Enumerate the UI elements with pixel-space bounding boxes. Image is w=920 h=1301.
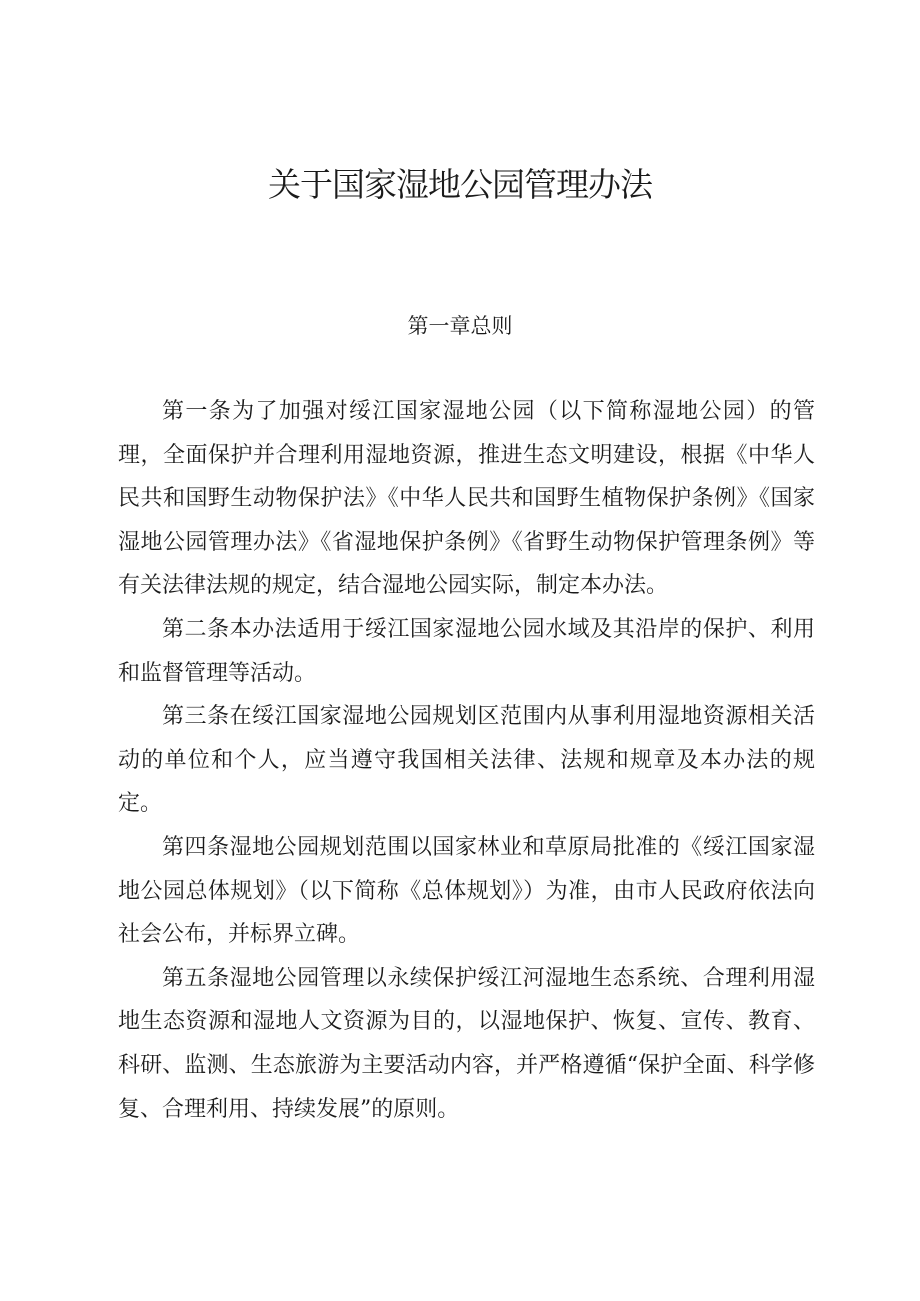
article-3: 第三条在绥江国家湿地公园规划区范围内从事利用湿地资源相关活动的单位和个人，应当遵守我国相关法律、法规和规章及本办法的规定。	[118, 704, 815, 817]
article-5: 第五条湿地公园管理以永续保护绥江河湿地生态系统、合理利用湿地生态资源和湿地人文资源为目的，以湿地保护、恢复、宣传、教育、科研、监测、生态旅游为主要活动内容，并严格遵循“保护全面、科学修复、合理利用、持续发展”的原则。	[118, 965, 815, 1122]
document-body	[118, 390, 815, 1131]
article-1: 第一条为了加强对绥江国家湿地公园（以下简称湿地公园）的管理，全面保护并合理利用湿地资源，推进生态文明建设，根据《中华人民共和国野生动物保护法》《中华人民共和国野生植物保护条例》《国家湿地公园管理办法》《省湿地保护条例》《省野生动物保护管理条例》等有关法律法规的规定，结合湿地公园实际，制定本办法。	[118, 399, 815, 599]
chapter-heading: 第一章总则	[407, 314, 513, 338]
article-2: 第二条本办法适用于绥江国家湿地公园水域及其沿岸的保护、利用和监督管理等活动。	[118, 616, 815, 686]
article-4: 第四条湿地公园规划范围以国家林业和草原局批准的《绥江国家湿地公园总体规划》（以下简称《总体规划》）为准，由市人民政府依法向社会公布，并标界立碑。	[118, 834, 815, 948]
document-title: 关于国家湿地公园管理办法	[268, 165, 652, 204]
